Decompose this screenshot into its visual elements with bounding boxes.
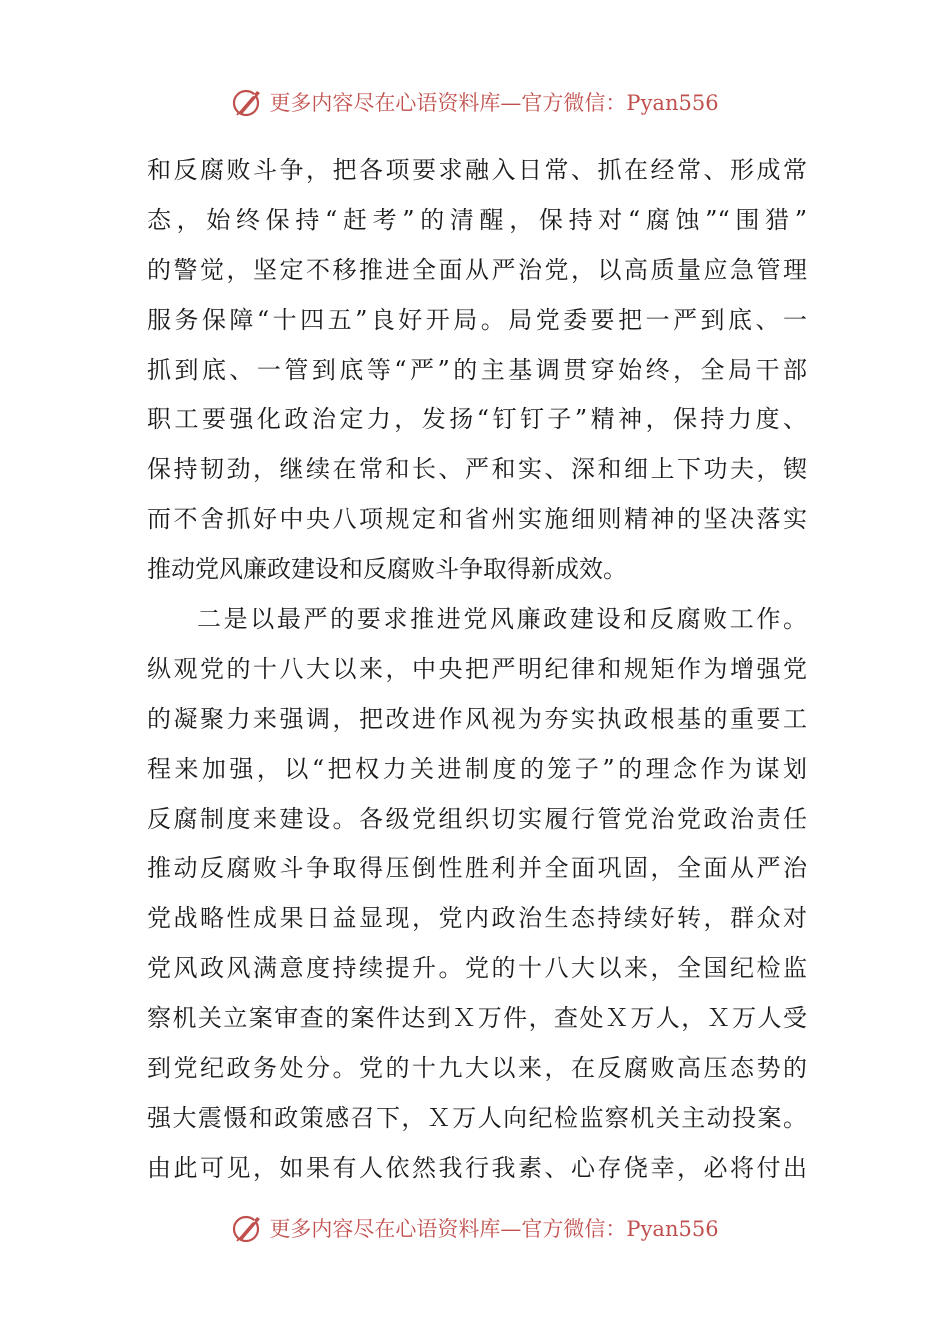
- header-banner-text: 更多内容尽在心语资料库—官方微信：Pyan556: [269, 91, 719, 115]
- body-line: 的警觉，坚定不移推进全面从严治党，以高质量应急管理: [147, 255, 807, 284]
- body-line: 程来加强，以“把权力关进制度的笼子”的理念作为谋划: [147, 754, 807, 783]
- body-line: 党风政风满意度持续提升。党的十八大以来，全国纪检监: [147, 954, 807, 983]
- body-line: 抓到底、一管到底等“严”的主基调贯穿始终，全局干部: [147, 355, 807, 384]
- document-body: [147, 146, 807, 1194]
- body-line: 推动反腐败斗争取得压倒性胜利并全面巩固，全面从严治: [147, 854, 807, 883]
- body-line: 态，始终保持“赶考”的清醒，保持对“腐蚀”“围猎”: [147, 205, 807, 234]
- body-line: 到党纪政务处分。党的十九大以来，在反腐败高压态势的: [147, 1054, 807, 1083]
- paragraph-end-line: 推动党风廉政建设和反腐败斗争取得新成效。: [147, 555, 627, 584]
- quill-logo-icon: [231, 85, 265, 119]
- body-line: 由此可见，如果有人依然我行我素、心存侥幸，必将付出: [147, 1153, 807, 1182]
- header-banner: [0, 82, 950, 122]
- body-line: 职工要强化政治定力，发扬“钉钉子”精神，保持力度、: [147, 405, 807, 434]
- body-line: 察机关立案审查的案件达到Ｘ万件，查处Ｘ万人，Ｘ万人受: [147, 1004, 807, 1033]
- body-line: 党战略性成果日益显现，党内政治生态持续好转，群众对: [147, 904, 807, 933]
- body-line: 保持韧劲，继续在常和长、严和实、深和细上下功夫，锲: [147, 455, 807, 484]
- footer-banner-text: 更多内容尽在心语资料库—官方微信：Pyan556: [269, 1217, 719, 1241]
- body-line: 的凝聚力来强调，把改进作风视为夯实执政根基的重要工: [147, 704, 807, 733]
- body-line: 而不舍抓好中央八项规定和省州实施细则精神的坚决落实: [147, 505, 807, 534]
- body-line: 强大震慑和政策感召下，Ｘ万人向纪检监察机关主动投案。: [147, 1103, 807, 1132]
- body-line: 纵观党的十八大以来，中央把严明纪律和规矩作为增强党: [147, 654, 807, 683]
- quill-logo-icon: [231, 1211, 265, 1245]
- section-heading-line: 二是以最严的要求推进党风廉政建设和反腐败工作。: [197, 605, 807, 634]
- body-line: 服务保障“十四五”良好开局。局党委要把一严到底、一: [147, 305, 807, 334]
- body-line: 和反腐败斗争，把各项要求融入日常、抓在经常、形成常: [147, 156, 807, 184]
- footer-banner: [0, 1208, 950, 1248]
- body-line: 反腐制度来建设。各级党组织切实履行管党治党政治责任: [147, 804, 807, 833]
